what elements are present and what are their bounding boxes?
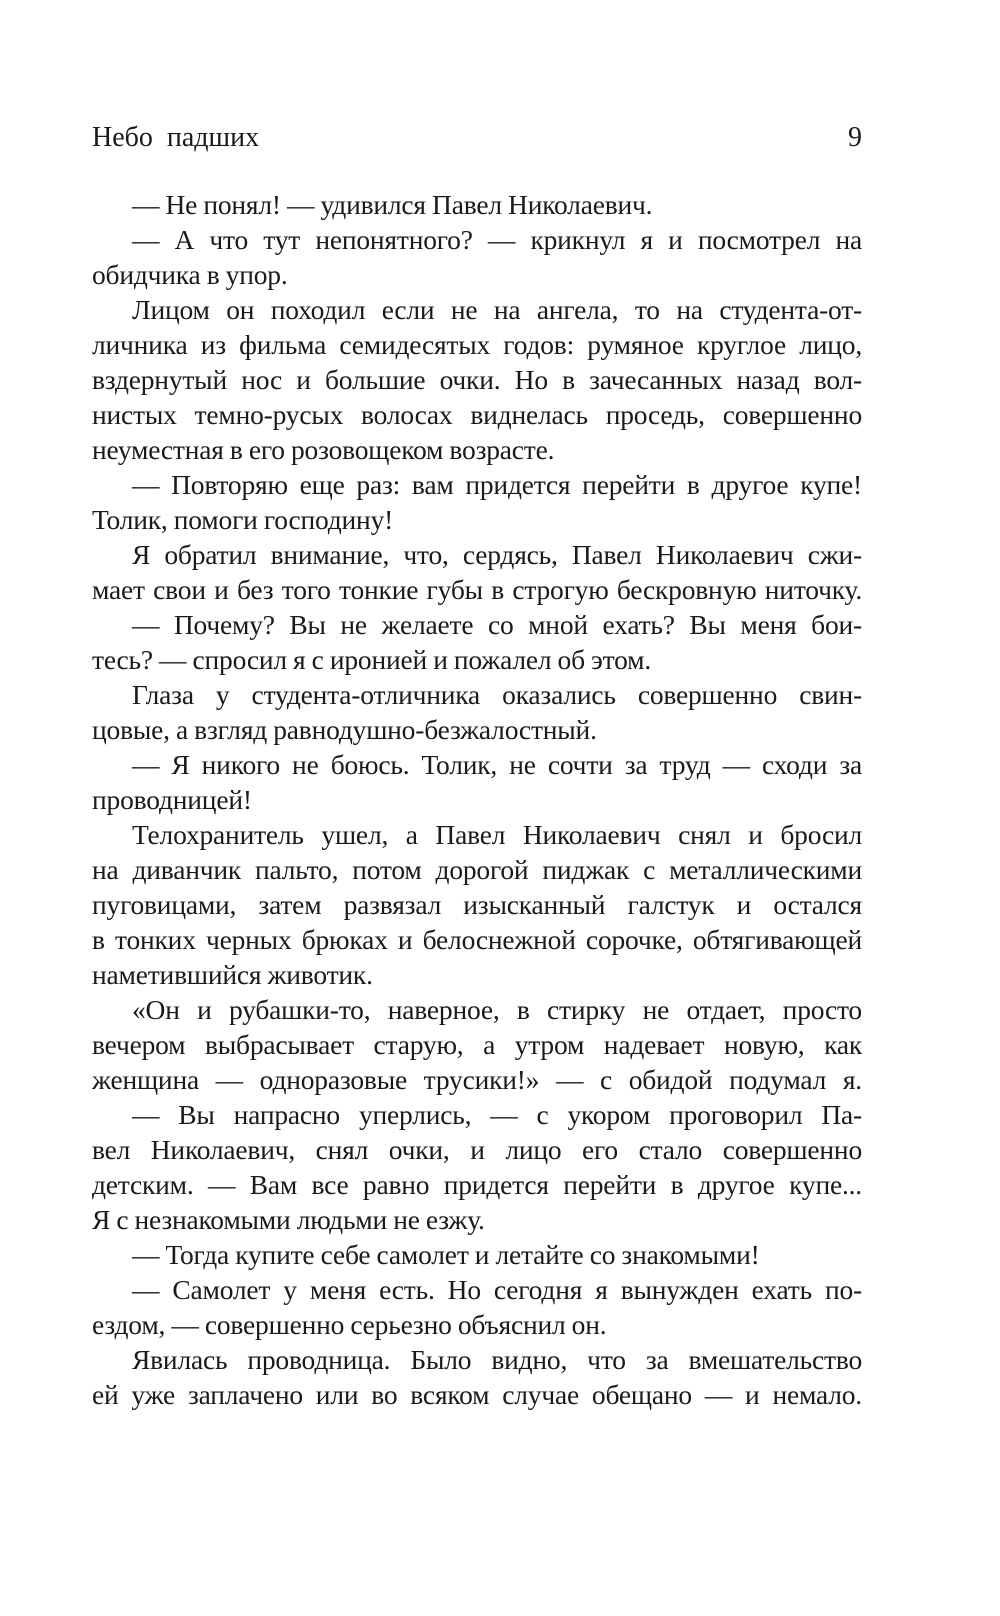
text-line: — Вы напрасно уперлись, — с укором проговорил Па- <box>132 1099 862 1130</box>
text-line: вечером выбрасывает старую, а утром надевает новую, как <box>92 1029 862 1060</box>
text-line: Толик, помоги господину! <box>92 504 394 535</box>
text-line: личника из фильма семидесятых годов: румяное круглое лицо, <box>92 329 862 360</box>
text-line: Я обратил внимание, что, сердясь, Павел Николаевич сжи- <box>132 539 862 570</box>
text-line: Телохранитель ушел, а Павел Николаевич снял и бросил <box>132 819 862 850</box>
text-line: неуместная в его розовощеком возрасте. <box>92 434 555 465</box>
text-line: Явилась проводница. Было видно, что за вмешательство <box>132 1344 862 1375</box>
text-line: женщина — одноразовые трусики!» — с обидой подумал я. <box>92 1064 862 1095</box>
text-line: — Я никого не боюсь. Толик, не сочти за труд — сходи за <box>132 749 862 780</box>
text-line: Глаза у студента-отличника оказались совершенно свин- <box>132 679 862 710</box>
text-line: — Самолет у меня есть. Но сегодня я вынужден ехать по- <box>132 1274 862 1305</box>
body-text <box>92 187 862 1412</box>
text-line: — Повторяю еще раз: вам придется перейти в другое купе! <box>132 469 862 500</box>
text-line: — Почему? Вы не желаете со мной ехать? Вы меня бои- <box>132 609 862 640</box>
text-line: проводницей! <box>92 784 252 815</box>
text-line: ездом, — совершенно серьезно объяснил он. <box>92 1309 607 1340</box>
text-line: мает свои и без того тонкие губы в строгую бескровную ниточку. <box>92 574 862 605</box>
text-line: — Тогда купите себе самолет и летайте со знакомыми! <box>132 1239 760 1270</box>
text-line: Я с незнакомыми людьми не езжу. <box>92 1204 485 1235</box>
text-line: детским. — Вам все равно придется перейти в другое купе... <box>92 1169 862 1200</box>
text-line: пуговицами, затем развязал изысканный галстук и остался <box>92 889 862 920</box>
text-line: Лицом он походил если не на ангела, то на студента-от- <box>132 294 862 325</box>
text-line: обидчика в упор. <box>92 259 288 290</box>
running-header <box>92 118 862 158</box>
text-line: вздернутый нос и большие очки. Но в зачесанных назад вол- <box>92 364 862 395</box>
text-line: нистых темно-русых волосах виднелась проседь, совершенно <box>92 399 862 430</box>
text-line: цовые, а взгляд равнодушно-безжалостный. <box>92 714 597 745</box>
text-line: «Он и рубашки-то, наверное, в стирку не отдает, просто <box>132 994 862 1025</box>
text-line: ей уже заплачено или во всяком случае обещано — и немало. <box>92 1379 862 1410</box>
text-line: тесь? — спросил я с иронией и пожалел об этом. <box>92 644 652 675</box>
text-line: — Не понял! — удивился Павел Николаевич. <box>132 189 653 220</box>
text-line: на диванчик пальто, потом дорогой пиджак с металлическими <box>92 854 862 885</box>
running-title: Небо падших <box>92 122 260 153</box>
page-number: 9 <box>848 122 862 153</box>
text-line: вел Николаевич, снял очки, и лицо его стало совершенно <box>92 1134 862 1165</box>
text-line: — А что тут непонятного? — крикнул я и посмотрел на <box>132 224 862 255</box>
text-line: наметившийся животик. <box>92 959 373 990</box>
text-line: в тонких черных брюках и белоснежной сорочке, обтягивающей <box>92 924 862 955</box>
